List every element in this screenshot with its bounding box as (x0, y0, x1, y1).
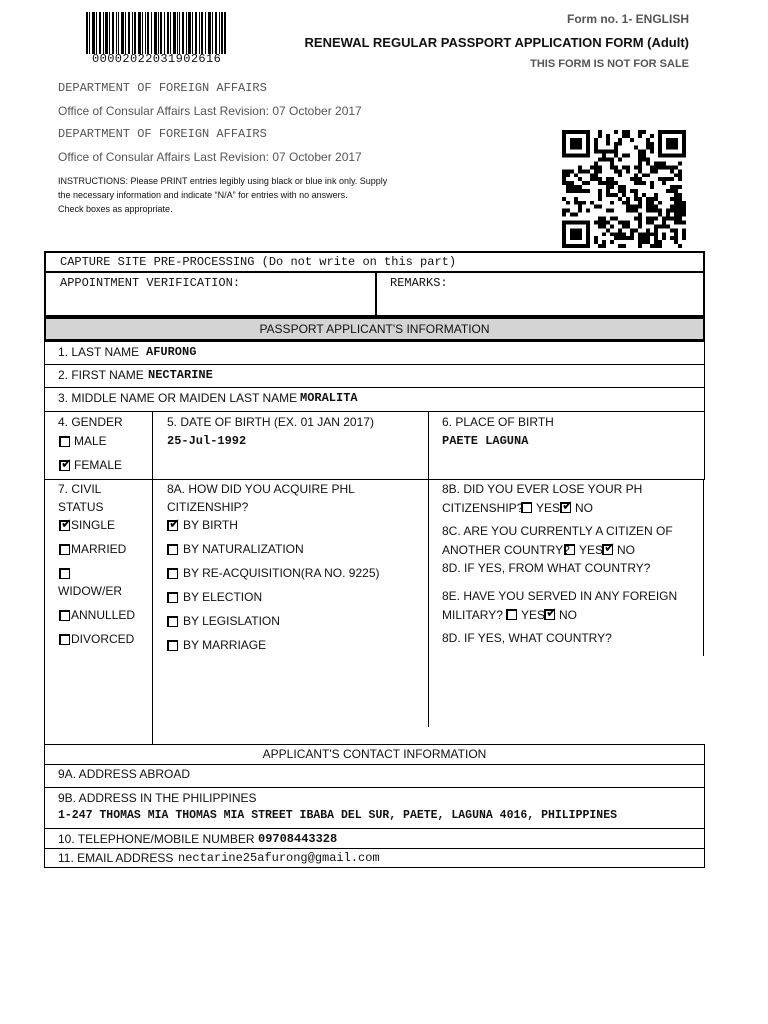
phone-value[interactable]: 09708443328 (258, 832, 338, 846)
dob-value[interactable]: 25-Jul-1992 (167, 434, 247, 448)
q8e-no-checkbox[interactable] (544, 609, 555, 620)
applicant-section-header (44, 317, 705, 341)
civil-status-label: 7. CIVIL (58, 482, 102, 496)
q8e-no-label: NO (559, 608, 577, 622)
address-ph-value[interactable]: 1-247 THOMAS MIA THOMAS MIA STREET IBABA DEL SUR, PAETE, LAGUNA 4016, PHILIPPINES (58, 809, 617, 822)
dob-label: 5. DATE OF BIRTH (EX. 01 JAN 2017) (167, 415, 374, 429)
civil-single-checkbox[interactable] (59, 520, 70, 531)
acquire-naturalization-label: BY NATURALIZATION (183, 542, 304, 556)
q8c-label-2: ANOTHER COUNTRY? (442, 543, 570, 557)
q8b-no-label: NO (575, 501, 593, 515)
gender-female-checkbox[interactable] (59, 460, 70, 471)
acquire-birth-label: BY BIRTH (183, 518, 238, 532)
barcode-number: 00002022031902616 (92, 52, 222, 66)
acquire-election-label: BY ELECTION (183, 590, 263, 604)
address-abroad-label: 9A. ADDRESS ABROAD (58, 767, 191, 781)
q8b-label-2: CITIZENSHIP? (442, 501, 524, 515)
capture-site-title: CAPTURE SITE PRE-PROCESSING (Do not write on this part) (60, 255, 457, 269)
civil-annulled-checkbox[interactable] (59, 610, 70, 621)
gender-male-label: MALE (74, 434, 107, 448)
acquire-legislation-label: BY LEGISLATION (183, 614, 280, 628)
q8e-label: 8E. HAVE YOU SERVED IN ANY FOREIGN (442, 589, 678, 603)
civil-annulled-label: ANNULLED (71, 608, 136, 622)
q8c-no-label: NO (617, 543, 635, 557)
acquire-citizenship-label: 8A. HOW DID YOU ACQUIRE PHL (167, 482, 355, 496)
first-name-label: 2. FIRST NAME (58, 368, 144, 382)
q8e-label-2: MILITARY? (442, 608, 503, 622)
civil-married-checkbox[interactable] (59, 544, 70, 555)
q8b-label: 8B. DID YOU EVER LOSE YOUR PH (442, 482, 643, 496)
q8e-yes-checkbox[interactable] (506, 609, 517, 620)
phone-label: 10. TELEPHONE/MOBILE NUMBER (58, 832, 255, 846)
middle-name-value[interactable]: MORALITA (300, 391, 358, 405)
gender-label: 4. GENDER (58, 415, 123, 429)
civil-widower-checkbox[interactable] (59, 568, 70, 579)
acquire-reacquisition-label: BY RE-ACQUISITION(RA NO. 9225) (183, 566, 380, 580)
gender-male-checkbox[interactable] (59, 436, 70, 447)
middle-name-label: 3. MIDDLE NAME OR MAIDEN LAST NAME (58, 391, 298, 405)
email-value[interactable]: nectarine25afurong@gmail.com (178, 851, 380, 865)
address-ph-label: 9B. ADDRESS IN THE PHILIPPINES (58, 791, 257, 805)
office-revision: Office of Consular Affairs Last Revision: 07 October 2017 (58, 104, 362, 118)
acquire-election-checkbox[interactable] (167, 592, 178, 603)
pob-value[interactable]: PAETE LAGUNA (442, 434, 529, 448)
department-name-repeat: DEPARTMENT OF FOREIGN AFFAIRS (58, 127, 267, 141)
acquire-citizenship-label-2: CITIZENSHIP? (167, 500, 249, 514)
appointment-verification-label: APPOINTMENT VERIFICATION: (60, 276, 241, 290)
civil-married-label: MARRIED (71, 542, 127, 556)
last-name-value[interactable]: AFURONG (146, 345, 197, 359)
first-name-value[interactable]: NECTARINE (148, 368, 213, 382)
gender-female-label: FEMALE (74, 458, 123, 472)
qr-code-image (562, 130, 686, 248)
civil-divorced-checkbox[interactable] (59, 634, 70, 645)
pob-label: 6. PLACE OF BIRTH (442, 415, 554, 429)
instructions: INSTRUCTIONS: Please PRINT entries legibly using black or blue ink only. Supply the necessary information and indicate “N/A” for entries with no answers. Check boxes as appropriate. (58, 176, 388, 214)
acquire-legislation-checkbox[interactable] (167, 616, 178, 627)
acquire-marriage-label: BY MARRIAGE (183, 638, 267, 652)
contact-section-title: APPLICANT'S CONTACT INFORMATION (262, 747, 487, 761)
last-name-row (44, 341, 705, 365)
q8d-country-label: 8D. IF YES, WHAT COUNTRY? (442, 631, 612, 645)
q8c-yes-label: YES (579, 543, 604, 557)
acquire-birth-checkbox[interactable] (167, 520, 178, 531)
civil-single-label: SINGLE (71, 518, 116, 532)
office-revision-repeat: Office of Consular Affairs Last Revision: 07 October 2017 (58, 150, 362, 164)
q8b-no-checkbox[interactable] (560, 502, 571, 513)
civil-divorced-label: DIVORCED (71, 632, 135, 646)
q8c-label: 8C. ARE YOU CURRENTLY A CITIZEN OF (442, 524, 673, 538)
acquire-naturalization-checkbox[interactable] (167, 544, 178, 555)
applicant-section-title: PASSPORT APPLICANT'S INFORMATION (259, 322, 490, 336)
acquire-reacquisition-checkbox[interactable] (167, 568, 178, 579)
q8c-no-checkbox[interactable] (602, 544, 613, 555)
civil-status-label-2: STATUS (58, 500, 104, 514)
q8e-yes-label: YES (521, 608, 546, 622)
civil-widower-label: WIDOW/ER (58, 584, 122, 598)
not-for-sale-notice: THIS FORM IS NOT FOR SALE (530, 58, 689, 70)
form-title: RENEWAL REGULAR PASSPORT APPLICATION FORM (Adult) (304, 35, 689, 50)
q8b-yes-checkbox[interactable] (521, 502, 532, 513)
q8d-label: 8D. IF YES, FROM WHAT COUNTRY? (442, 561, 651, 575)
barcode-image (86, 12, 226, 54)
form-number: Form no. 1- ENGLISH (566, 12, 689, 26)
q8b-yes-label: YES (536, 501, 561, 515)
q8c-yes-checkbox[interactable] (564, 544, 575, 555)
contact-section-header (44, 744, 705, 765)
remarks-label: REMARKS: (390, 276, 448, 290)
last-name-label: 1. LAST NAME (58, 345, 140, 359)
acquire-marriage-checkbox[interactable] (167, 640, 178, 651)
email-label: 11. EMAIL ADDRESS (58, 851, 174, 865)
department-name: DEPARTMENT OF FOREIGN AFFAIRS (58, 81, 267, 95)
